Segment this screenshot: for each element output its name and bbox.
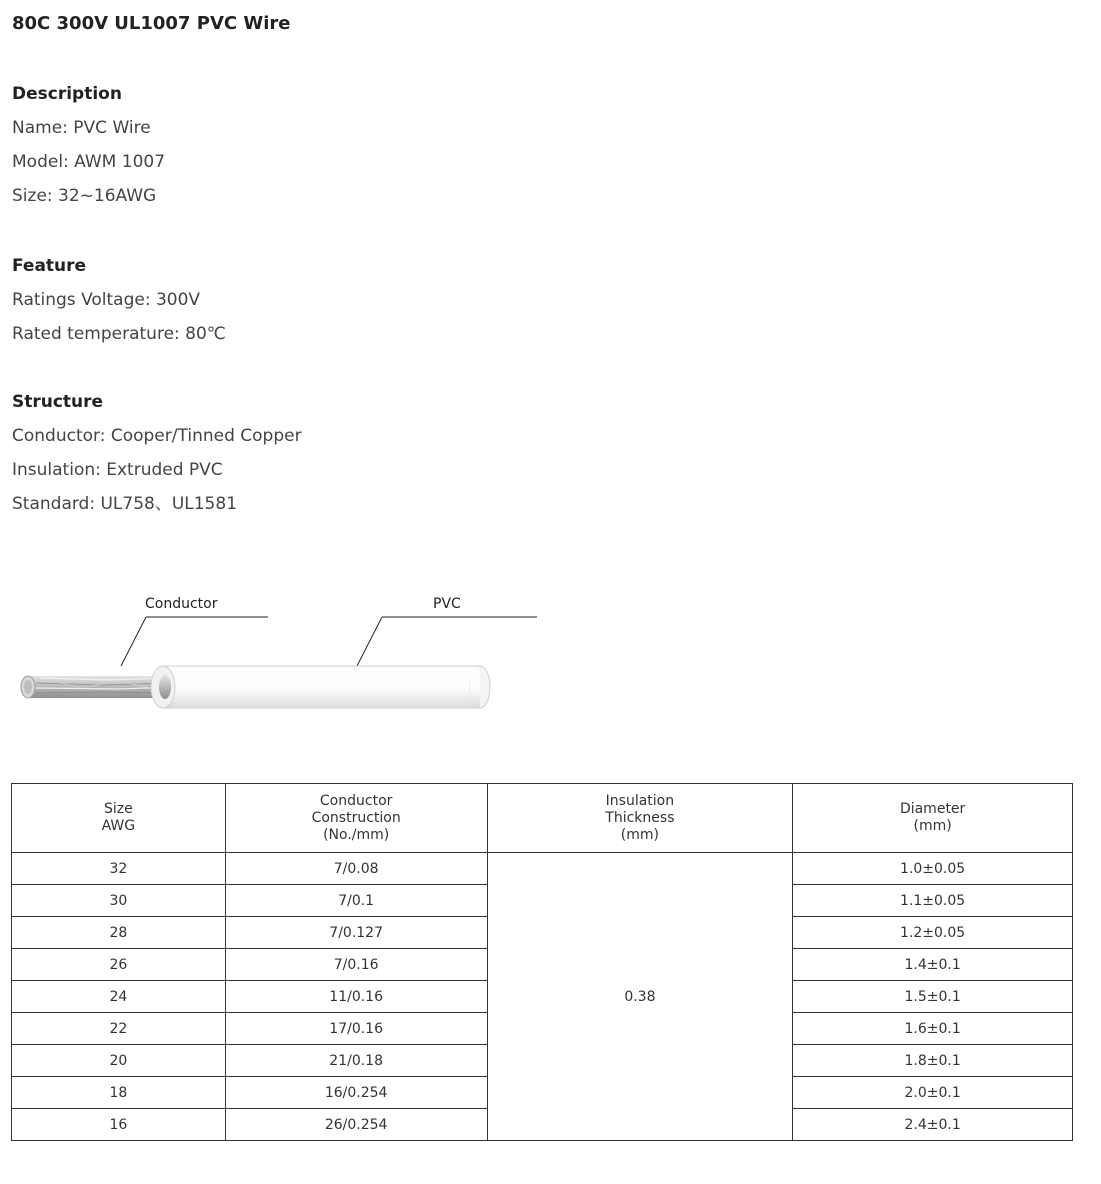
cell-construction: 11/0.16 [225,981,487,1013]
cell-insulation-thickness: 0.38 [487,853,793,1141]
structure-conductor: Conductor: Cooper/Tinned Copper [12,426,302,446]
cell-construction: 21/0.18 [225,1045,487,1077]
table-header-row [12,784,1073,853]
feature-heading: Feature [12,256,87,276]
header-construction-line3: (No./mm) [323,826,390,843]
structure-section [12,385,302,521]
header-size-line2: AWG [101,818,136,834]
cell-size: 24 [12,981,226,1013]
description-heading: Description [12,84,122,104]
header-diameter [793,784,1073,853]
structure-insulation: Insulation: Extruded PVC [12,460,223,480]
spec-table [11,783,1073,1141]
pvc-label: PVC [433,596,461,612]
cell-diameter: 2.0±0.1 [793,1077,1073,1109]
cell-construction: 17/0.16 [225,1013,487,1045]
structure-standard: Standard: UL758、UL1581 [12,494,238,514]
cell-diameter: 1.0±0.05 [793,853,1073,885]
cell-construction: 7/0.127 [225,917,487,949]
cell-size: 20 [12,1045,226,1077]
cell-size: 28 [12,917,226,949]
structure-heading: Structure [12,392,104,412]
cell-diameter: 1.6±0.1 [793,1013,1073,1045]
cell-construction: 26/0.254 [225,1109,487,1141]
description-name: Name: PVC Wire [12,118,151,138]
cell-size: 32 [12,853,226,885]
cell-diameter: 1.1±0.05 [793,885,1073,917]
conductor-label: Conductor [145,596,218,612]
cell-construction: 7/0.16 [225,949,487,981]
header-insulation-line2: Thickness [605,809,675,826]
description-size: Size: 32~16AWG [12,186,157,206]
pvc-insulation [151,666,490,708]
description-section [12,77,165,213]
header-size [12,784,226,853]
header-size-line1: Size [104,801,133,817]
header-construction-line2: Construction [311,809,401,826]
cell-size: 18 [12,1077,226,1109]
page-title: 80C 300V UL1007 PVC Wire [12,13,291,34]
header-diameter-line2: (mm) [913,818,952,834]
cell-diameter: 1.2±0.05 [793,917,1073,949]
cell-size: 22 [12,1013,226,1045]
conductor-leader-line [121,617,268,666]
cell-size: 26 [12,949,226,981]
cell-construction: 7/0.1 [225,885,487,917]
header-insulation [487,784,793,853]
header-diameter-line1: Diameter [899,801,966,817]
cell-diameter: 1.4±0.1 [793,949,1073,981]
header-construction-line1: Conductor [319,792,393,809]
wire-diagram [0,580,560,730]
cell-diameter: 1.5±0.1 [793,981,1073,1013]
header-insulation-line1: Insulation [605,792,675,809]
cell-size: 30 [12,885,226,917]
header-construction [225,784,487,853]
feature-temperature: Rated temperature: 80℃ [12,324,226,344]
cell-size: 16 [12,1109,226,1141]
description-model: Model: AWM 1007 [12,152,166,172]
feature-voltage: Ratings Voltage: 300V [12,290,201,310]
cell-construction: 7/0.08 [225,853,487,885]
header-insulation-line3: (mm) [620,826,659,843]
feature-section [12,249,226,351]
pvc-leader-line [357,617,537,666]
cell-construction: 16/0.254 [225,1077,487,1109]
cell-diameter: 2.4±0.1 [793,1109,1073,1141]
cell-diameter: 1.8±0.1 [793,1045,1073,1077]
table-row [12,853,1073,885]
